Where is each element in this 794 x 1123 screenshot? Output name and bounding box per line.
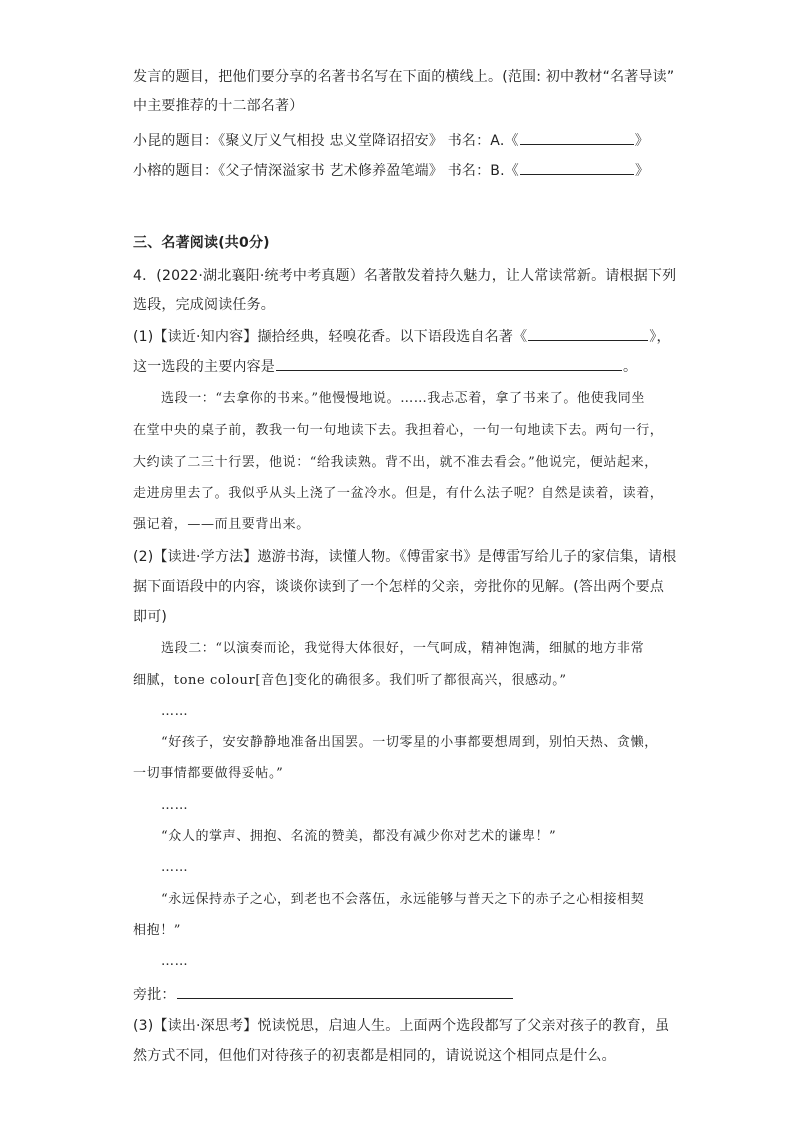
- answer-blank-book[interactable]: [528, 326, 648, 341]
- passage-1-line-3: 大约读了二三十行罢，他说：“给我读熟。背不出，就不准去看会。”他说完，便站起来，: [133, 455, 658, 470]
- sub-question-1-content-label: 这一选段的主要内容是: [133, 359, 275, 375]
- passage-2-quote-3: “众人的掌声、拥抱、名流的赞美，都没有减少你对艺术的谦卑！”: [161, 829, 557, 844]
- passage-2-quote-4-line-1: “永远保持赤子之心，到老也不会落伍，永远能够与普天之下的赤子之心相接相契: [161, 892, 645, 907]
- question-4-stem-1: 4．(2022·湖北襄阳·统考中考真题）名著散发着持久魅力，让人常读常新。请根据下列: [133, 268, 677, 284]
- answer-blank-content[interactable]: [276, 356, 622, 371]
- intro-line-1: 发言的题目，把他们要分享的名著书名写在下面的横线上。(范围: 初中教材“名著导读”: [133, 69, 675, 85]
- section-heading: 三、名著阅读(共0分): [133, 235, 270, 251]
- sub-question-2-line-1: (2)【读进·学方法】遨游书海，读懂人物。《傅雷家书》是傅雷写给儿子的家信集，请根: [133, 549, 677, 565]
- passage-1-line-4: 走进房里去了。我似乎从头上浇了一盆冷水。但是，有什么法子呢？自然是读着，读着，: [133, 486, 664, 501]
- passage-2-line-1: 选段二：“以演奏而论，我觉得大体很好，一气呵成，精神饱满，细腻的地方非常: [161, 641, 645, 656]
- sub-question-3-line-1: (3)【读出·深思考】悦读悦思，启迪人生。上面两个选段都写了父亲对孩子的教育，虽: [133, 1018, 670, 1034]
- passage-2-quote-4-line-2: 相抱！”: [133, 923, 182, 938]
- passage-1-line-5: 强记着，——而且要背出来。: [133, 517, 310, 532]
- sub-question-1-line-1: [133, 326, 671, 347]
- kun-title-text: 小昆的题目：《聚义厅义气相投 忠义堂降诏招安》 书名：A.《: [133, 133, 519, 149]
- ellipsis-2: ……: [161, 798, 189, 813]
- sub-question-1-close: 》，: [649, 329, 671, 345]
- ellipsis-1: ……: [161, 704, 189, 719]
- sub-question-1-line-2: [133, 356, 637, 377]
- answer-blank-annotation[interactable]: [177, 984, 513, 999]
- passage-1-line-1: 选段一：“去拿你的书来。”他慢慢地说。……我忐忑着，拿了书来了。他使我同坐: [161, 391, 645, 406]
- sub-question-2-line-2: 据下面语段中的内容，谈谈你读到了一个怎样的父亲，旁批你的见解。(答出两个要点: [133, 579, 665, 595]
- sub-question-3-line-2: 然方式不同，但他们对待孩子的初衷都是相同的，请说说这个相同点是什么。: [133, 1048, 616, 1064]
- sub-question-2-line-3: 即可): [133, 609, 168, 625]
- passage-1-line-2: 在堂中央的桌子前，教我一句一句地读下去。我担着心，一句一句地读下去。两句一行，: [133, 423, 664, 438]
- answer-blank-b[interactable]: [520, 160, 634, 175]
- question-4-stem-2: 选段，完成阅读任务。: [133, 297, 275, 313]
- annotation-row: [133, 984, 514, 1005]
- annotation-label: 旁批：: [133, 987, 176, 1003]
- rong-title-text: 小榕的题目：《父子情深溢家书 艺术修养盈笔端》 书名：B.《: [133, 163, 519, 179]
- passage-2-quote-2-line-1: “好孩子，安安静静地准备出国罢。一切零星的小事都要想周到，别怕天热、贪懒，: [161, 735, 658, 750]
- answer-blank-a[interactable]: [520, 130, 634, 145]
- kun-title-close: 》: [634, 133, 649, 149]
- passage-2-quote-2-line-2: 一切事情都要做得妥帖。”: [133, 766, 284, 781]
- rong-title-row: [133, 160, 649, 181]
- kun-title-row: [133, 130, 649, 151]
- sub-question-1-text: (1)【读近·知内容】撷拾经典，轻嗅花香。以下语段选自名著《: [133, 329, 528, 345]
- ellipsis-4: ……: [161, 954, 189, 969]
- sub-question-1-period: 。: [623, 359, 638, 375]
- ellipsis-3: ……: [161, 860, 189, 875]
- passage-2-line-2: 细腻，tone colour[音色]变化的确很多。我们听了都很高兴，很感动。”: [133, 673, 567, 688]
- rong-title-close: 》: [634, 163, 650, 179]
- intro-line-2: 中主要推荐的十二部名著）: [133, 98, 304, 114]
